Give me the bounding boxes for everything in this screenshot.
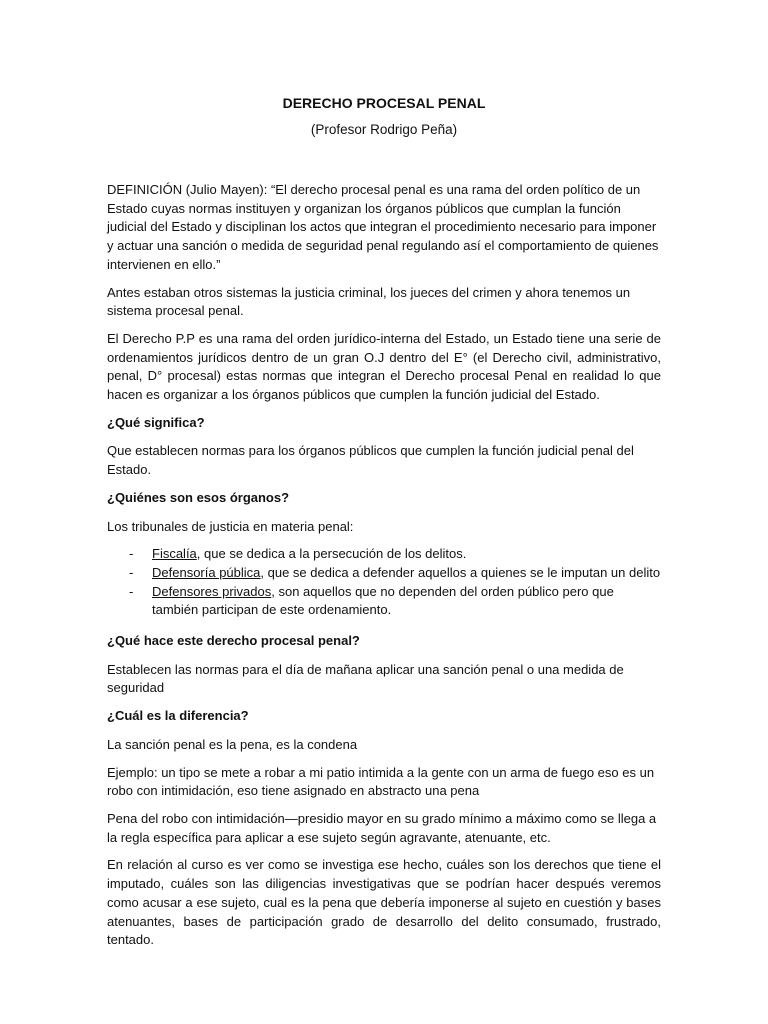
- paragraph-antes: Antes estaban otros sistemas la justicia criminal, los jueces del crimen y ahora tenemos un sistema procesal penal.: [107, 284, 631, 319]
- answer-quienes-son: Los tribunales de justicia en materia penal:: [107, 518, 354, 534]
- list-item-term: Fiscalía: [152, 546, 197, 562]
- answer-diferencia: La sanción penal es la pena, es la condena: [107, 736, 358, 752]
- question-quienes-son: ¿Quiénes son esos órganos?: [107, 489, 290, 505]
- document-title: DERECHO PROCESAL PENAL: [282, 95, 486, 111]
- answer-que-hace: Establecen las normas para el día de mañana aplicar una sanción penal o una medida de seguridad: [107, 661, 624, 696]
- paragraph-ejemplo: Ejemplo: un tipo se mete a robar a mi patio intimida a la gente con un arma de fuego eso es un robo con intimidación, eso tiene asignado en abstracto una pena: [107, 764, 655, 799]
- question-que-hace: ¿Qué hace este derecho procesal penal?: [107, 633, 360, 649]
- list-item-text: que se dedica a defender aquellos a quienes se le imputan un delito: [264, 564, 661, 580]
- question-que-significa: ¿Qué significa?: [107, 414, 205, 430]
- paragraph-definicion: DEFINICIÓN (Julio Mayen): “El derecho procesal penal es una rama del orden político de un Estado cuyas normas instituyen y organizan los órganos públicos que cumplan la función judicial del Estado y disciplinan los actos que integran el procedimiento necesario para imponer y actuar una sanción o medida de seguridad penal regulando así el comportamiento de quienes intervienen en ello.”: [107, 182, 659, 272]
- list-item-text: , son aquellos que no dependen del orden público pero que también participan de este ordenamiento.: [152, 583, 614, 618]
- list-item: [107, 583, 661, 620]
- document-subtitle: (Profesor Rodrigo Peña): [310, 122, 458, 137]
- paragraph-pena: Pena del robo con intimidación—presidio mayor en su grado mínimo a máximo como se llega a la regla específica para aplicar a ese sujeto según agravante, atenuante, etc.: [107, 810, 657, 845]
- document-body: [107, 94, 661, 959]
- list-item: [107, 564, 661, 583]
- question-diferencia: ¿Cuál es la diferencia?: [107, 708, 249, 724]
- list-item-text: , que se dedica a la persecución de los delitos.: [196, 546, 467, 562]
- list-item: [107, 545, 661, 564]
- list-item-term: Defensoría pública,: [152, 564, 265, 580]
- organos-list: [107, 545, 661, 620]
- paragraph-curso: En relación al curso es ver como se investiga ese hecho, cuáles son los derechos que tiene el imputado, cuáles son las diligencias investigativas que se podrían hacer después veremos como acusar a ese sujeto, cual es la pena que debería imponerse al sujeto en cuestión y bases atenuantes, bases de participación grado de desarrollo del delito consumado, frustrado, tentado.: [107, 857, 661, 948]
- answer-que-significa: Que establecen normas para los órganos públicos que cumplen la función judicial penal del Estado.: [107, 443, 634, 478]
- paragraph-derecho-pp: El Derecho P.P es una rama del orden jurídico-interna del Estado, un Estado tiene una serie de ordenamientos jurídicos dentro de un gran O.J dentro del E° (el Derecho civil, administrativo, penal, D° procesal) estas normas que integran el Derecho procesal Penal en realidad lo que hacen es organizar a los órganos públicos que cumplen la función judicial del Estado.: [107, 330, 661, 403]
- list-item-term: Defensores privados: [152, 583, 272, 599]
